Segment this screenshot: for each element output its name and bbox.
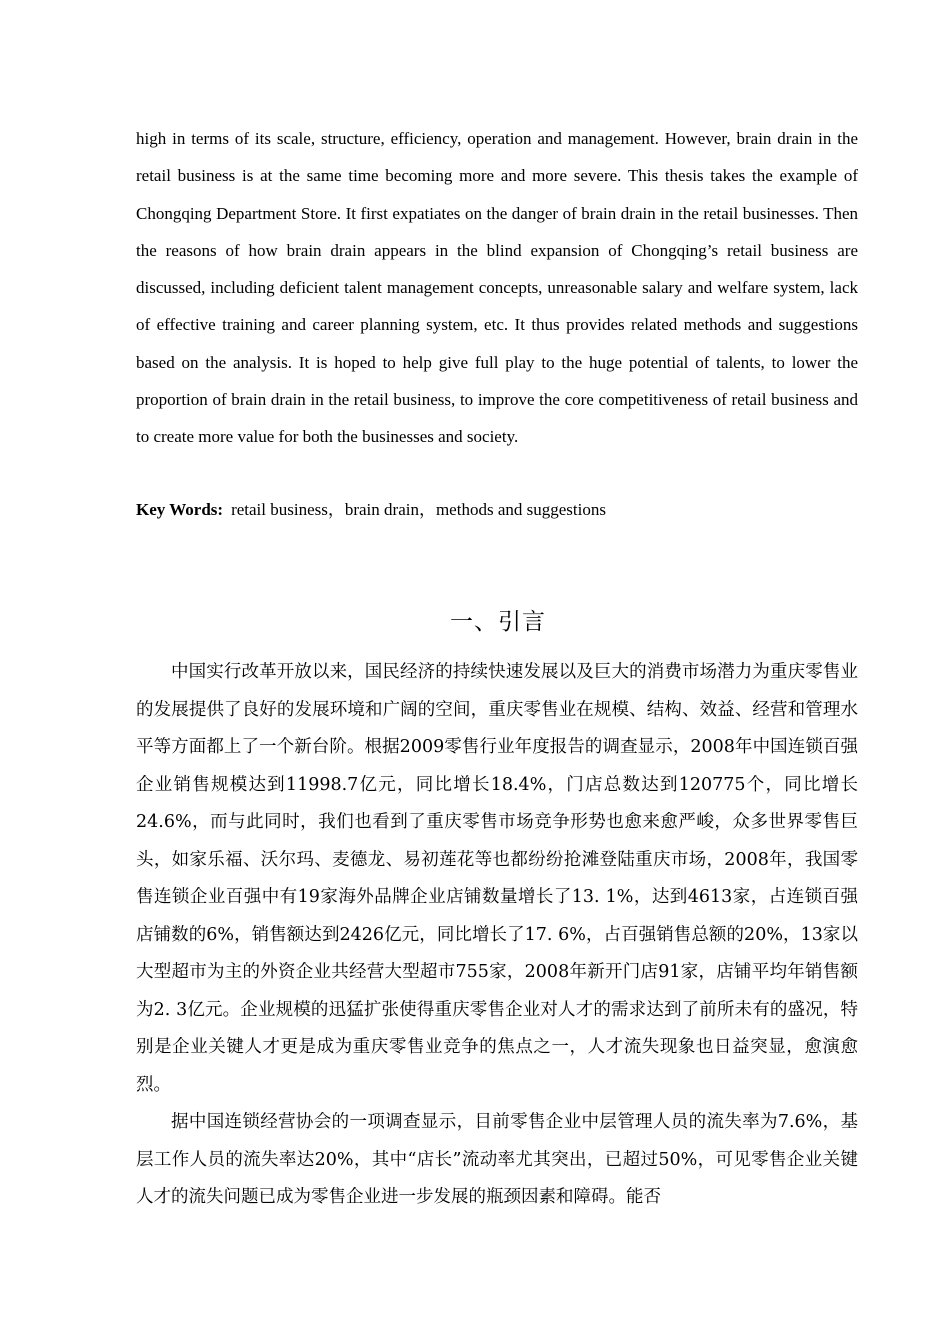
abstract-english-body: high in terms of its scale, structure, efficiency, operation and management. However, brain drain in the retail business is at the same time becoming more and more severe. This thesis takes the example of Chongqing Department Store. It first expatiates on the danger of brain drain in the retail businesses. Then the reasons of how brain drain appears in the blind expansion of Chongqing’s retail business are discussed, including deficient talent management concepts, unreasonable salary and welfare system, lack of effective training and career planning system, etc. It thus provides related methods and suggestions based on the analysis. It is hoped to help give full play to the huge potential of talents, to lower the proportion of brain drain in the retail business, to improve the core competitiveness of retail business and to create more value for both the businesses and society. (136, 129, 858, 447)
keywords-value: retail business，brain drain，methods and suggestions (231, 500, 606, 519)
section-heading: 一、引言 (450, 609, 546, 635)
body-paragraph: 中国实行改革开放以来，国民经济的持续快速发展以及巨大的消费市场潜力为重庆零售业的发展提供了良好的发展环境和广阔的空间，重庆零售业在规模、结构、效益、经营和管理水平等方面都上了一个新台阶。根据2009零售行业年度报告的调查显示，2008年中国连锁百强企业销售规模达到11998.7亿元，同比增长18.4%，门店总数达到120775个，同比增长24.6%，而与此同时，我们也看到了重庆零售市场竞争形势也愈来愈严峻，众多世界零售巨头，如家乐福、沃尔玛、麦德龙、易初莲花等也都纷纷抢滩登陆重庆市场，2008年，我国零售连锁企业百强中有19家海外品牌企业店铺数量增长了13. 1%，达到4613家，占连锁百强店铺数的6%，销售额达到2426亿元，同比增长了17. 6%，占百强销售总额的20%，13家以大型超市为主的外资企业共经营大型超市755家，2008年新开门店91家，店铺平均年销售额为2. 3亿元。企业规模的迅猛扩张使得重庆零售企业对人才的需求达到了前所未有的盛况，特别是企业关键人才更是成为重庆零售业竞争的焦点之一，人才流失现象也日益突显，愈演愈烈。 (136, 662, 858, 1095)
keywords-label: Key Words: (136, 500, 224, 519)
body-paragraph: 据中国连锁经营协会的一项调查显示，目前零售企业中层管理人员的流失率为7.6%，基层工作人员的流失率达20%，其中“店长”流动率尤其突出，已超过50%，可见零售企业关键人才的流失问题已成为零售企业进一步发展的瓶颈因素和障碍。能否 (136, 1112, 858, 1207)
keywords-line (136, 491, 858, 528)
